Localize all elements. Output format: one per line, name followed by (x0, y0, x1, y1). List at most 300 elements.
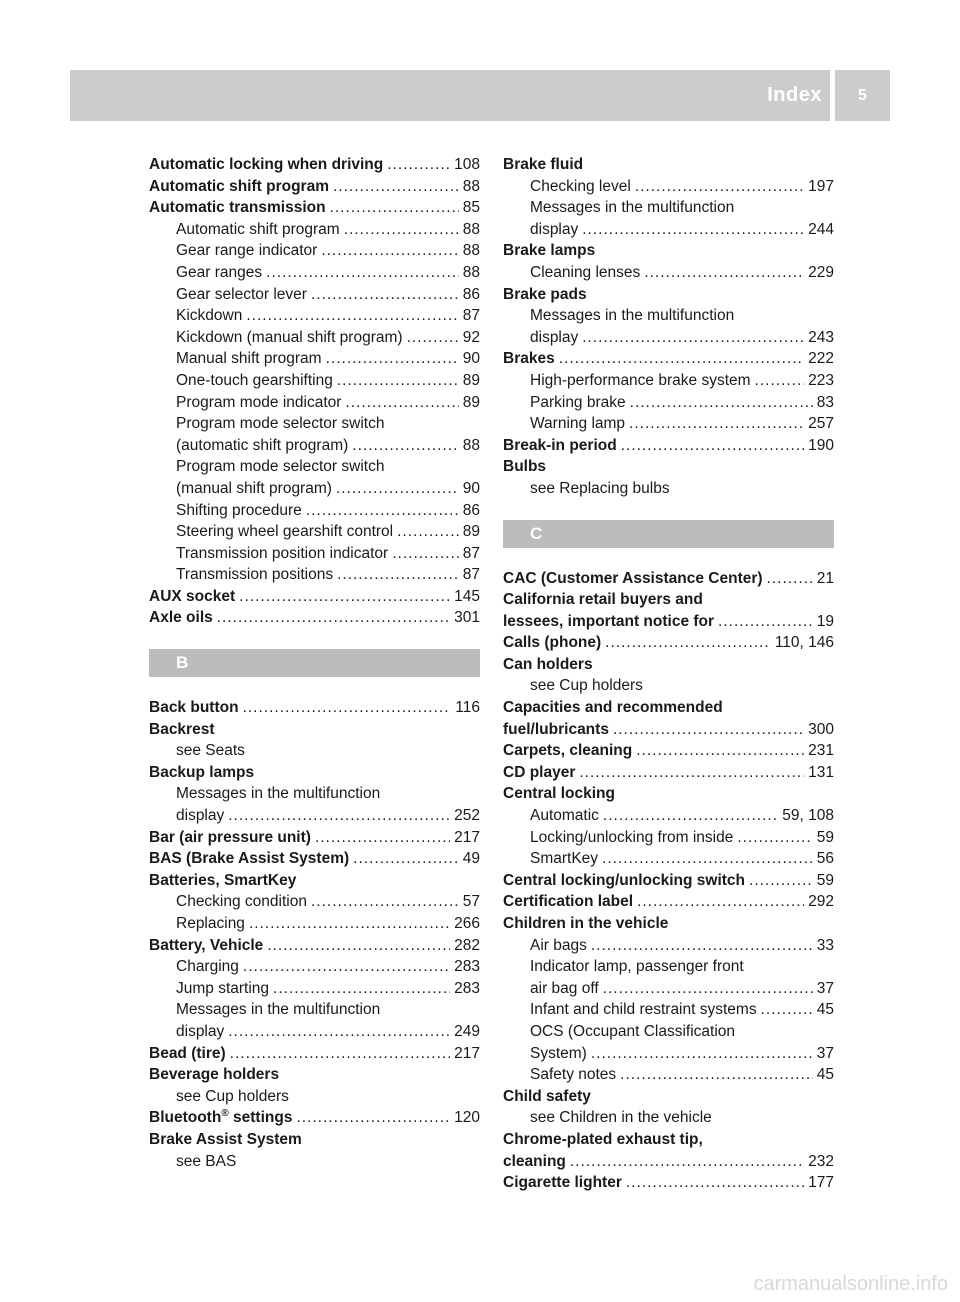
entry-label: Break-in period (503, 436, 617, 454)
page-reference: 300 (808, 720, 834, 738)
page-reference: 86 (462, 285, 480, 303)
entry-label: Air bags (530, 936, 587, 954)
index-subentry (503, 370, 834, 392)
entry-label: Jump starting (176, 979, 270, 997)
page-reference: 89 (462, 371, 480, 389)
entry-label: Brakes (503, 350, 555, 368)
index-entry (503, 611, 834, 633)
entry-label: Gear range indicator (176, 242, 318, 260)
entry-label: Chrome-plated exhaust tip, (503, 1130, 703, 1148)
entry-label: Automatic locking when driving (149, 156, 384, 173)
leader-dots (570, 1151, 804, 1173)
index-subentry (149, 956, 480, 978)
page-reference: 257 (808, 415, 834, 433)
entry-label: Gear ranges (176, 263, 263, 281)
leader-dots (635, 176, 804, 198)
entry-label: display (176, 1022, 225, 1040)
entry-label: display (176, 807, 225, 825)
entry-label: Brake Assist System (149, 1130, 302, 1148)
entry-label: OCS (Occupant Classification (530, 1022, 736, 1040)
entry-label: Steering wheel gearshift control (176, 523, 394, 541)
entry-label: SmartKey (530, 850, 599, 868)
leader-dots (613, 719, 804, 741)
index-subentry (503, 805, 834, 827)
leader-dots (243, 956, 450, 978)
index-subentry (149, 435, 480, 457)
page-reference: 108 (454, 156, 480, 173)
index-subentry (503, 1021, 834, 1043)
entry-label: Automatic shift program (149, 177, 329, 195)
index-subentry (503, 827, 834, 849)
page-reference: 232 (808, 1152, 834, 1170)
entry-label: Transmission position indicator (176, 544, 389, 562)
index-column-left (149, 154, 480, 1172)
index-entry (149, 176, 480, 198)
page-reference: 88 (462, 263, 480, 281)
index-subentry (503, 1043, 834, 1065)
entry-label: Shifting procedure (176, 501, 302, 519)
index-subentry (149, 1086, 480, 1108)
index-entry (503, 891, 834, 913)
page-reference: 56 (816, 850, 834, 868)
leader-dots (582, 219, 804, 241)
index-column-right (503, 154, 834, 1194)
section-header-b: B (149, 649, 480, 677)
entry-label: see Cup holders (530, 677, 643, 695)
page-reference: 37 (816, 979, 834, 997)
entry-label: fuel/lubricants (503, 720, 609, 738)
entry-label: Messages in the multifunction (176, 1001, 381, 1019)
index-entry (503, 719, 834, 741)
index-subentry (149, 262, 480, 284)
page-reference: 266 (454, 915, 480, 932)
entry-label: display (530, 220, 579, 238)
entry-label: Program mode selector switch (176, 458, 385, 476)
page-reference: 88 (462, 220, 480, 238)
leader-dots (336, 478, 459, 500)
index-subentry (149, 478, 480, 500)
leader-dots (582, 327, 804, 349)
entry-label: Brake pads (503, 285, 587, 303)
entry-label: see Replacing bulbs (530, 479, 670, 497)
leader-dots (626, 1172, 804, 1194)
page-reference: 292 (808, 893, 834, 911)
index-entry (503, 589, 834, 611)
page-reference: 249 (454, 1022, 480, 1040)
leader-dots (228, 1021, 450, 1043)
page-reference: 116 (455, 699, 480, 717)
leader-dots (591, 1043, 813, 1065)
page-reference: 83 (816, 393, 834, 411)
entry-label: Back button (149, 699, 239, 717)
page-reference: 90 (462, 350, 480, 368)
page-reference: 110, 146 (774, 634, 834, 652)
leader-dots (266, 262, 459, 284)
index-entry (503, 654, 834, 676)
entry-label: Batteries, SmartKey (149, 871, 297, 889)
section-header-c: C (503, 520, 834, 548)
entry-label: California retail buyers and (503, 591, 703, 609)
page-reference: 223 (808, 371, 834, 389)
entry-label: Child safety (503, 1087, 591, 1105)
index-subentry (503, 675, 834, 697)
index-entry (503, 240, 834, 262)
index-subentry (149, 413, 480, 435)
page-reference: 85 (462, 199, 480, 217)
page-reference: 131 (808, 763, 834, 781)
index-subentry (503, 978, 834, 1000)
entry-label: Bar (air pressure unit) (149, 828, 311, 846)
entry-label: Kickdown (manual shift program) (176, 328, 403, 346)
index-entry (149, 697, 480, 719)
entry-label: Gear selector lever (176, 285, 307, 303)
entry-label: Program mode selector switch (176, 415, 385, 433)
leader-dots (217, 607, 450, 629)
entry-label: Backup lamps (149, 763, 255, 781)
page-reference: 243 (808, 328, 834, 346)
leader-dots (637, 891, 804, 913)
index-subentry (503, 219, 834, 241)
leader-dots (249, 913, 450, 935)
entry-label: see Seats (176, 742, 245, 760)
index-subentry (149, 1021, 480, 1043)
page-reference: 21 (816, 569, 834, 587)
entry-label: display (530, 328, 579, 346)
page-reference: 231 (808, 742, 834, 760)
entry-label: Program mode indicator (176, 393, 342, 411)
index-entry (503, 1172, 834, 1194)
page-reference: 301 (454, 609, 480, 627)
leader-dots (315, 827, 450, 849)
entry-label: Parking brake (530, 393, 626, 411)
page-reference: 283 (454, 958, 480, 976)
entry-label: Locking/unlocking from inside (530, 828, 734, 846)
page-reference: 87 (462, 566, 480, 584)
index-entry (503, 913, 834, 935)
entry-label: Brake lamps (503, 242, 596, 260)
index-entry (149, 935, 480, 957)
index-subentry (149, 740, 480, 762)
leader-dots (330, 197, 459, 219)
page-reference: 89 (462, 393, 480, 411)
leader-dots (239, 586, 450, 608)
page-reference: 59, 108 (782, 807, 834, 825)
index-entry (503, 762, 834, 784)
page-title: Index (767, 84, 822, 106)
entry-label: Battery, Vehicle (149, 936, 264, 954)
leader-dots (718, 611, 813, 633)
page-reference: 59 (816, 828, 834, 846)
index-entry (149, 586, 480, 608)
leader-dots (636, 740, 804, 762)
entry-label: Warning lamp (530, 415, 626, 433)
index-subentry (503, 1107, 834, 1129)
index-subentry (149, 392, 480, 414)
index-entry (503, 568, 834, 590)
entry-label: Checking level (530, 177, 631, 195)
entry-label: Cleaning lenses (530, 263, 641, 281)
index-subentry (149, 500, 480, 522)
entry-label: Transmission positions (176, 566, 334, 584)
index-subentry (149, 219, 480, 241)
leader-dots (603, 805, 778, 827)
index-entry (149, 848, 480, 870)
entry-label: see Children in the vehicle (530, 1109, 712, 1127)
entry-label: air bag off (530, 979, 599, 997)
leader-dots (353, 848, 459, 870)
entry-label: Automatic (530, 807, 599, 825)
entry-label: Checking condition (176, 893, 307, 911)
index-entry (149, 607, 480, 629)
page-reference: 282 (454, 936, 480, 954)
page-reference: 33 (816, 936, 834, 954)
page-reference: 90 (462, 479, 480, 497)
entry-label: Manual shift program (176, 350, 322, 368)
index-entry (149, 719, 480, 741)
entry-label: Beverage holders (149, 1066, 280, 1084)
leader-dots (337, 370, 459, 392)
entry-label: Automatic transmission (149, 199, 326, 217)
leader-dots (620, 1064, 813, 1086)
page-reference: 229 (808, 263, 834, 281)
index-subentry (503, 392, 834, 414)
leader-dots (230, 1043, 450, 1065)
leader-dots (761, 999, 813, 1021)
leader-dots (246, 305, 458, 327)
index-entry (503, 1129, 834, 1151)
entry-label: Carpets, cleaning (503, 742, 633, 760)
index-subentry (503, 478, 834, 500)
entry-label: High-performance brake system (530, 371, 751, 389)
index-entry (149, 154, 480, 176)
page-reference: 177 (808, 1174, 834, 1192)
index-subentry (503, 956, 834, 978)
page-reference: 222 (808, 350, 834, 368)
index-subentry (149, 305, 480, 327)
entry-label: Cigarette lighter (503, 1174, 622, 1192)
leader-dots (591, 935, 813, 957)
leader-dots (630, 392, 813, 414)
page-reference: 49 (462, 850, 480, 868)
registered-mark: ® (221, 1108, 229, 1120)
index-subentry (503, 1064, 834, 1086)
index-subentry (503, 935, 834, 957)
leader-dots (602, 848, 813, 870)
index-subentry (149, 999, 480, 1021)
leader-dots (333, 176, 459, 198)
index-entry (503, 740, 834, 762)
entry-label: Backrest (149, 720, 215, 738)
entry-label: see BAS (176, 1152, 237, 1170)
entry-label: Axle oils (149, 609, 213, 627)
entry-label: Central locking (503, 785, 615, 803)
entry-label: Certification label (503, 893, 634, 911)
index-entry (149, 1107, 480, 1129)
entry-label: Charging (176, 958, 239, 976)
leader-dots (559, 348, 804, 370)
index-subentry (149, 240, 480, 262)
leader-dots (311, 891, 459, 913)
leader-dots (387, 154, 450, 176)
leader-dots (603, 978, 813, 1000)
index-entry (503, 348, 834, 370)
entry-label: Capacities and recommended (503, 699, 723, 717)
leader-dots (345, 392, 458, 414)
leader-dots (228, 805, 450, 827)
index-subentry (149, 327, 480, 349)
index-subentry (503, 848, 834, 870)
entry-label: Central locking/unlocking switch (503, 871, 746, 889)
page-reference: 217 (454, 1044, 480, 1062)
page-reference: 145 (454, 587, 480, 605)
page-reference: 244 (808, 220, 834, 238)
index-entry (503, 870, 834, 892)
entry-label: Replacing (176, 915, 245, 932)
page-reference: 88 (462, 177, 480, 195)
page-reference: 120 (454, 1109, 480, 1127)
page-number: 5 (835, 70, 890, 121)
leader-dots (306, 500, 459, 522)
index-subentry (503, 262, 834, 284)
leader-dots (579, 762, 804, 784)
index-entry (149, 762, 480, 784)
page-reference: 57 (462, 893, 480, 911)
page-reference: 89 (462, 523, 480, 541)
index-entry (503, 1151, 834, 1173)
index-entry (503, 154, 834, 176)
leader-dots (352, 435, 458, 457)
entry-label: Can holders (503, 655, 593, 673)
leader-dots (243, 697, 452, 719)
index-subentry (149, 521, 480, 543)
leader-dots (605, 632, 771, 654)
entry-label: cleaning (503, 1152, 566, 1170)
entry-label: Indicator lamp, passenger front (530, 958, 744, 976)
leader-dots (321, 240, 458, 262)
leader-dots (767, 568, 813, 590)
index-entry (503, 697, 834, 719)
page-reference: 59 (816, 871, 834, 889)
page-reference: 45 (816, 1066, 834, 1084)
leader-dots (407, 327, 459, 349)
leader-dots (621, 435, 804, 457)
leader-dots (749, 870, 813, 892)
page-reference: 197 (808, 177, 834, 195)
index-subentry (503, 327, 834, 349)
entry-label: Automatic shift program (176, 220, 340, 238)
entry-label: BAS (Brake Assist System) (149, 850, 350, 868)
entry-label: (manual shift program) (176, 479, 332, 497)
page-reference: 190 (808, 436, 834, 454)
leader-dots (629, 413, 804, 435)
page-reference: 88 (462, 436, 480, 454)
leader-dots (644, 262, 804, 284)
index-entry (149, 1064, 480, 1086)
entry-label: CD player (503, 763, 576, 781)
page-reference: 87 (462, 307, 480, 325)
leader-dots (267, 935, 450, 957)
leader-dots (344, 219, 459, 241)
leader-dots (311, 284, 459, 306)
page-reference: 217 (454, 828, 480, 846)
page-reference: 87 (462, 544, 480, 562)
index-entry (503, 456, 834, 478)
index-subentry (149, 456, 480, 478)
index-entry (503, 284, 834, 306)
entry-label: Safety notes (530, 1066, 617, 1084)
entry-label: One-touch gearshifting (176, 371, 333, 389)
entry-label: Children in the vehicle (503, 915, 669, 932)
index-subentry (503, 197, 834, 219)
index-entry (149, 827, 480, 849)
entry-label: Bead (tire) (149, 1044, 226, 1062)
index-subentry (149, 978, 480, 1000)
entry-label: AUX socket (149, 587, 236, 605)
entry-label: Kickdown (176, 307, 243, 325)
leader-dots (755, 370, 805, 392)
page-reference: 19 (816, 612, 834, 630)
index-entry (503, 435, 834, 457)
index-entry (503, 1086, 834, 1108)
entry-label: Calls (phone) (503, 634, 602, 652)
index-subentry (503, 176, 834, 198)
page-reference: 252 (454, 807, 480, 825)
entry-label: (automatic shift program) (176, 436, 349, 454)
index-subentry (149, 805, 480, 827)
entry-label: Bulbs (503, 458, 547, 476)
index-entry (149, 197, 480, 219)
leader-dots (337, 564, 459, 586)
entry-label: Messages in the multifunction (530, 307, 735, 325)
leader-dots (296, 1107, 450, 1129)
index-subentry (149, 348, 480, 370)
index-subentry (503, 999, 834, 1021)
index-subentry (503, 305, 834, 327)
entry-label: System) (530, 1044, 587, 1062)
page-reference: 86 (462, 501, 480, 519)
entry-label: see Cup holders (176, 1087, 289, 1105)
index-entry (149, 870, 480, 892)
watermark: carmanualsonline.info (753, 1273, 948, 1295)
entry-label: Messages in the multifunction (176, 785, 381, 803)
page-reference: 92 (462, 328, 480, 346)
leader-dots (392, 543, 459, 565)
leader-dots (326, 348, 459, 370)
index-subentry (149, 913, 480, 935)
index-entry (149, 1043, 480, 1065)
page-reference: 45 (816, 1001, 834, 1019)
page-reference: 283 (454, 979, 480, 997)
entry-label: CAC (Customer Assistance Center) (503, 569, 763, 587)
page-reference: 88 (462, 242, 480, 260)
index-entry (503, 632, 834, 654)
entry-label: Messages in the multifunction (530, 199, 735, 217)
index-subentry (149, 564, 480, 586)
index-subentry (149, 783, 480, 805)
page-reference: 37 (816, 1044, 834, 1062)
index-entry (503, 783, 834, 805)
index-subentry (149, 891, 480, 913)
entry-label: lessees, important notice for (503, 612, 715, 630)
entry-label: Brake fluid (503, 156, 584, 173)
index-subentry (149, 543, 480, 565)
leader-dots (737, 827, 812, 849)
entry-label: Bluetooth® settings (149, 1108, 293, 1127)
index-subentry (503, 413, 834, 435)
index-subentry (149, 284, 480, 306)
index-subentry (149, 370, 480, 392)
leader-dots (273, 978, 450, 1000)
